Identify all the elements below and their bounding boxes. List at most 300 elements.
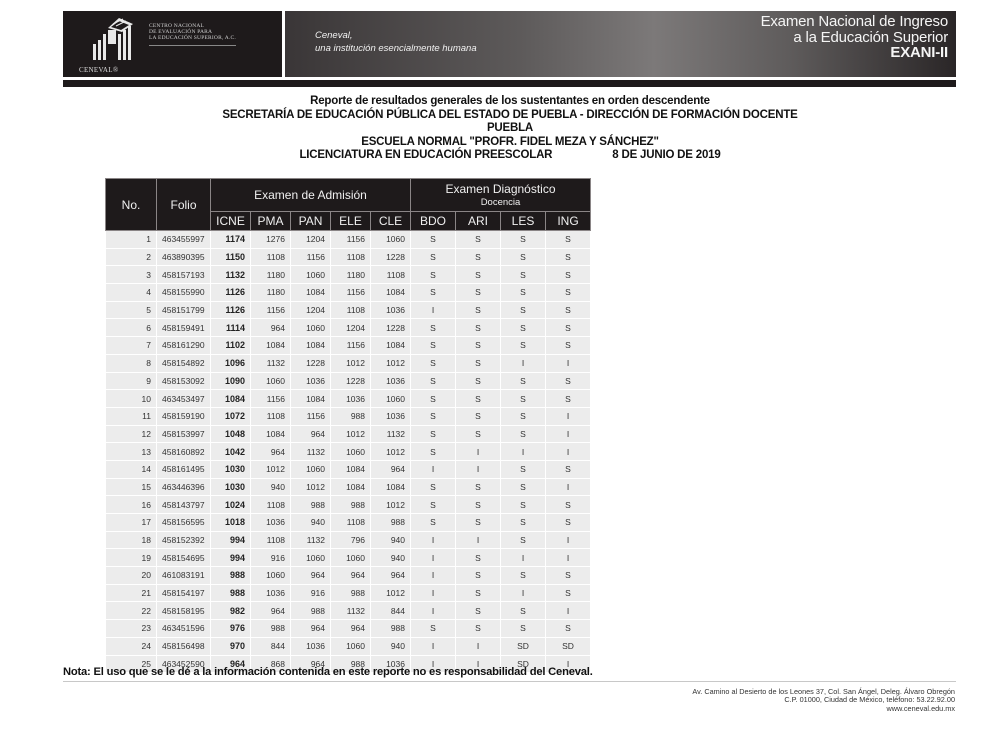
bdo-cell: S	[411, 620, 456, 638]
table-row	[106, 337, 591, 355]
ceneval-logo-icon	[89, 16, 137, 64]
pan-cell: 988	[291, 496, 331, 514]
table-row	[106, 602, 591, 620]
les-cell: S	[501, 266, 546, 284]
icne-cell: 1090	[211, 372, 251, 390]
pan-cell: 964	[291, 567, 331, 585]
report-title: Reporte de resultados generales de los sustentantes en orden descendente	[310, 95, 710, 107]
row-number: 21	[106, 584, 157, 602]
table-row	[106, 407, 591, 425]
cle-cell: 940	[371, 549, 411, 567]
header-banner	[285, 11, 956, 77]
cle-cell: 940	[371, 637, 411, 655]
folio-cell: 458152392	[157, 531, 211, 549]
les-cell: S	[501, 301, 546, 319]
ing-cell: I	[546, 425, 591, 443]
les-cell: I	[501, 584, 546, 602]
exam-title-line: a la Educación Superior	[793, 28, 948, 46]
ari-cell: S	[456, 231, 501, 249]
ele-cell: 1156	[331, 231, 371, 249]
les-cell: S	[501, 567, 546, 585]
row-number: 15	[106, 478, 157, 496]
folio-cell: 458154695	[157, 549, 211, 567]
bdo-cell: I	[411, 655, 456, 673]
icne-cell: 1030	[211, 460, 251, 478]
folio-cell: 461083191	[157, 567, 211, 585]
ele-cell: 1060	[331, 637, 371, 655]
row-number: 8	[106, 354, 157, 372]
row-number: 20	[106, 567, 157, 585]
bdo-cell: S	[411, 319, 456, 337]
bdo-cell: I	[411, 549, 456, 567]
cle-cell: 1228	[371, 319, 411, 337]
program-title: LICENCIATURA EN EDUCACIÓN PREESCOLAR	[299, 149, 553, 162]
pan-cell: 964	[291, 425, 331, 443]
pma-cell: 1084	[251, 425, 291, 443]
pan-cell: 1156	[291, 248, 331, 266]
icne-cell: 976	[211, 620, 251, 638]
table-row	[106, 514, 591, 532]
ceneval-logo-block	[63, 11, 282, 77]
les-cell: S	[501, 425, 546, 443]
bdo-cell: I	[411, 460, 456, 478]
address-line: C.P. 01000, Ciudad de México, teléfono: 53.22.92.00	[784, 695, 955, 705]
ing-cell: S	[546, 460, 591, 478]
folio-cell: 458154892	[157, 354, 211, 372]
icne-cell: 1024	[211, 496, 251, 514]
pan-cell: 916	[291, 584, 331, 602]
ing-cell: I	[546, 602, 591, 620]
table-row	[106, 248, 591, 266]
pma-cell: 1108	[251, 496, 291, 514]
row-number: 10	[106, 390, 157, 408]
folio-cell: 458156498	[157, 637, 211, 655]
ele-cell: 1108	[331, 248, 371, 266]
cle-cell: 1060	[371, 231, 411, 249]
pma-cell: 940	[251, 478, 291, 496]
folio-cell: 458154197	[157, 584, 211, 602]
bdo-cell: I	[411, 567, 456, 585]
table-row	[106, 443, 591, 461]
ing-cell: S	[546, 514, 591, 532]
row-number: 1	[106, 231, 157, 249]
ari-cell: I	[456, 637, 501, 655]
icne-cell: 994	[211, 531, 251, 549]
ari-cell: I	[456, 531, 501, 549]
folio-cell: 463451596	[157, 620, 211, 638]
ele-cell: 1084	[331, 460, 371, 478]
diagnostico-title: Examen Diagnóstico	[445, 182, 556, 196]
pan-cell: 1060	[291, 266, 331, 284]
pma-cell: 964	[251, 319, 291, 337]
pan-cell: 964	[291, 620, 331, 638]
cle-cell: 1012	[371, 443, 411, 461]
folio-cell: 463446396	[157, 478, 211, 496]
les-cell: S	[501, 602, 546, 620]
ele-cell: 1156	[331, 337, 371, 355]
les-cell: S	[501, 620, 546, 638]
ele-cell: 988	[331, 407, 371, 425]
header-cle: CLE	[371, 212, 411, 231]
header-bdo: BDO	[411, 212, 456, 231]
row-number: 17	[106, 514, 157, 532]
header-divider-bar	[63, 80, 956, 87]
ing-cell: I	[546, 354, 591, 372]
exam-code: EXANI-II	[890, 44, 948, 61]
pan-cell: 1060	[291, 319, 331, 337]
les-cell: S	[501, 284, 546, 302]
icne-cell: 1030	[211, 478, 251, 496]
table-row	[106, 231, 591, 249]
ari-cell: S	[456, 284, 501, 302]
ari-cell: S	[456, 390, 501, 408]
icne-cell: 988	[211, 567, 251, 585]
table-row	[106, 531, 591, 549]
les-cell: S	[501, 407, 546, 425]
bdo-cell: I	[411, 637, 456, 655]
folio-cell: 463890395	[157, 248, 211, 266]
les-cell: S	[501, 231, 546, 249]
cle-cell: 1012	[371, 496, 411, 514]
icne-cell: 970	[211, 637, 251, 655]
pma-cell: 916	[251, 549, 291, 567]
cle-cell: 1084	[371, 337, 411, 355]
row-number: 25	[106, 655, 157, 673]
row-number: 2	[106, 248, 157, 266]
icne-cell: 964	[211, 655, 251, 673]
folio-cell: 458153092	[157, 372, 211, 390]
les-cell: S	[501, 319, 546, 337]
ele-cell: 1132	[331, 602, 371, 620]
pan-cell: 1204	[291, 231, 331, 249]
les-cell: SD	[501, 655, 546, 673]
diagnostico-subtitle: Docencia	[480, 197, 521, 208]
icne-cell: 1174	[211, 231, 251, 249]
table-row	[106, 478, 591, 496]
bdo-cell: S	[411, 496, 456, 514]
cle-cell: 1132	[371, 425, 411, 443]
pma-cell: 964	[251, 602, 291, 620]
cle-cell: 1108	[371, 266, 411, 284]
ari-cell: S	[456, 407, 501, 425]
folio-cell: 458143797	[157, 496, 211, 514]
bdo-cell: I	[411, 531, 456, 549]
bdo-cell: S	[411, 248, 456, 266]
table-row	[106, 284, 591, 302]
header-ari: ARI	[456, 212, 501, 231]
results-body	[106, 231, 591, 673]
pan-cell: 1204	[291, 301, 331, 319]
les-cell: I	[501, 354, 546, 372]
ele-cell: 988	[331, 496, 371, 514]
folio-cell: 458161495	[157, 460, 211, 478]
ing-cell: S	[546, 319, 591, 337]
pma-cell: 1180	[251, 284, 291, 302]
folio-cell: 463453497	[157, 390, 211, 408]
header-folio: Folio	[157, 179, 211, 231]
folio-cell: 458153997	[157, 425, 211, 443]
cle-cell: 1228	[371, 248, 411, 266]
ari-cell: S	[456, 425, 501, 443]
bdo-cell: I	[411, 584, 456, 602]
row-number: 11	[106, 407, 157, 425]
ing-cell: S	[546, 301, 591, 319]
ing-cell: SD	[546, 637, 591, 655]
pan-cell: 1012	[291, 478, 331, 496]
logo-wordmark: CENEVAL®	[79, 66, 119, 74]
bdo-cell: S	[411, 390, 456, 408]
ing-cell: S	[546, 620, 591, 638]
pma-cell: 1108	[251, 248, 291, 266]
website-link[interactable]: www.ceneval.edu.mx	[886, 703, 955, 713]
ele-cell: 1084	[331, 478, 371, 496]
icne-cell: 1126	[211, 284, 251, 302]
bdo-cell: S	[411, 337, 456, 355]
ari-cell: S	[456, 372, 501, 390]
ing-cell: S	[546, 337, 591, 355]
icne-cell: 1102	[211, 337, 251, 355]
cle-cell: 1036	[371, 372, 411, 390]
pan-cell: 1228	[291, 354, 331, 372]
bdo-cell: S	[411, 266, 456, 284]
bdo-cell: S	[411, 407, 456, 425]
icne-cell: 1150	[211, 248, 251, 266]
pan-cell: 1084	[291, 337, 331, 355]
tagline-line: Ceneval,	[315, 30, 353, 41]
ele-cell: 1180	[331, 266, 371, 284]
icne-cell: 1072	[211, 407, 251, 425]
org-name-line: CENTRO NACIONAL	[149, 23, 205, 29]
ing-cell: I	[546, 443, 591, 461]
cle-cell: 1036	[371, 407, 411, 425]
pma-cell: 844	[251, 637, 291, 655]
row-number: 9	[106, 372, 157, 390]
les-cell: S	[501, 478, 546, 496]
row-number: 19	[106, 549, 157, 567]
row-number: 22	[106, 602, 157, 620]
les-cell: S	[501, 496, 546, 514]
row-number: 16	[106, 496, 157, 514]
cle-cell: 1012	[371, 584, 411, 602]
folio-cell: 458155990	[157, 284, 211, 302]
bdo-cell: I	[411, 301, 456, 319]
institution-title: SECRETARÍA DE EDUCACIÓN PÚBLICA DEL ESTADO DE PUEBLA - DIRECCIÓN DE FORMACIÓN DOCENTE	[222, 108, 798, 121]
pma-cell: 964	[251, 443, 291, 461]
table-row	[106, 319, 591, 337]
cle-cell: 1084	[371, 478, 411, 496]
pma-cell: 1012	[251, 460, 291, 478]
ing-cell: S	[546, 231, 591, 249]
ele-cell: 1204	[331, 319, 371, 337]
pan-cell: 1156	[291, 407, 331, 425]
pma-cell: 1276	[251, 231, 291, 249]
ari-cell: S	[456, 496, 501, 514]
exam-title-line: Examen Nacional de Ingreso	[760, 13, 948, 30]
pan-cell: 1084	[291, 390, 331, 408]
folio-cell: 463452590	[157, 655, 211, 673]
icne-cell: 994	[211, 549, 251, 567]
pma-cell: 868	[251, 655, 291, 673]
les-cell: S	[501, 531, 546, 549]
table-row	[106, 372, 591, 390]
table-row	[106, 301, 591, 319]
pan-cell: 1132	[291, 443, 331, 461]
school-title: ESCUELA NORMAL "PROFR. FIDEL MEZA Y SÁNCHEZ"	[361, 135, 659, 148]
les-cell: S	[501, 248, 546, 266]
footer-divider	[63, 681, 956, 682]
cle-cell: 1012	[371, 354, 411, 372]
pan-cell: 964	[291, 655, 331, 673]
bdo-cell: S	[411, 425, 456, 443]
ele-cell: 964	[331, 620, 371, 638]
folio-cell: 458158195	[157, 602, 211, 620]
folio-cell: 458161290	[157, 337, 211, 355]
icne-cell: 1048	[211, 425, 251, 443]
ele-cell: 1108	[331, 514, 371, 532]
table-row	[106, 266, 591, 284]
cle-cell: 964	[371, 567, 411, 585]
ele-cell: 1060	[331, 443, 371, 461]
table-row	[106, 390, 591, 408]
header-pan: PAN	[291, 212, 331, 231]
ari-cell: S	[456, 620, 501, 638]
program-date-line	[0, 149, 1000, 163]
org-name	[149, 23, 236, 46]
row-number: 14	[106, 460, 157, 478]
pan-cell: 1036	[291, 372, 331, 390]
ing-cell: S	[546, 496, 591, 514]
folio-cell: 458157193	[157, 266, 211, 284]
header-pma: PMA	[251, 212, 291, 231]
header-ele: ELE	[331, 212, 371, 231]
pan-cell: 1060	[291, 549, 331, 567]
pan-cell: 1084	[291, 284, 331, 302]
les-cell: S	[501, 372, 546, 390]
exam-title	[761, 14, 948, 61]
cle-cell: 988	[371, 514, 411, 532]
pma-cell: 1036	[251, 514, 291, 532]
disclaimer-note: Nota: El uso que se le dé a la información contenida en este reporte no es responsabilidad del Ceneval.	[63, 666, 593, 678]
bdo-cell: S	[411, 284, 456, 302]
icne-cell: 1042	[211, 443, 251, 461]
icne-cell: 1126	[211, 301, 251, 319]
pma-cell: 1180	[251, 266, 291, 284]
ele-cell: 1108	[331, 301, 371, 319]
folio-cell: 458159491	[157, 319, 211, 337]
report-titles	[0, 95, 1000, 163]
tagline	[315, 29, 477, 55]
results-table	[105, 178, 591, 673]
les-cell: SD	[501, 637, 546, 655]
pan-cell: 1060	[291, 460, 331, 478]
bdo-cell: S	[411, 514, 456, 532]
ari-cell: S	[456, 514, 501, 532]
folio-cell: 458151799	[157, 301, 211, 319]
ari-cell: S	[456, 354, 501, 372]
table-row	[106, 567, 591, 585]
les-cell: S	[501, 460, 546, 478]
pma-cell: 1060	[251, 567, 291, 585]
row-number: 4	[106, 284, 157, 302]
header-ing: ING	[546, 212, 591, 231]
folio-cell: 458159190	[157, 407, 211, 425]
ing-cell: S	[546, 284, 591, 302]
bdo-cell: I	[411, 602, 456, 620]
ele-cell: 1012	[331, 425, 371, 443]
cle-cell: 988	[371, 620, 411, 638]
pma-cell: 1060	[251, 372, 291, 390]
ari-cell: S	[456, 248, 501, 266]
state-title: PUEBLA	[486, 122, 534, 135]
ele-cell: 988	[331, 584, 371, 602]
ele-cell: 988	[331, 655, 371, 673]
ing-cell: S	[546, 248, 591, 266]
cle-cell: 940	[371, 531, 411, 549]
cle-cell: 1060	[371, 390, 411, 408]
ing-cell: S	[546, 567, 591, 585]
ing-cell: S	[546, 390, 591, 408]
row-number: 7	[106, 337, 157, 355]
table-row	[106, 620, 591, 638]
row-number: 3	[106, 266, 157, 284]
pan-cell: 988	[291, 602, 331, 620]
bdo-cell: S	[411, 372, 456, 390]
ing-cell: I	[546, 549, 591, 567]
org-name-line: LA EDUCACIÓN SUPERIOR, A.C.	[149, 35, 236, 42]
header-icne: ICNE	[211, 212, 251, 231]
ing-cell: I	[546, 655, 591, 673]
table-row	[106, 496, 591, 514]
ing-cell: I	[546, 531, 591, 549]
ari-cell: S	[456, 319, 501, 337]
address-block	[692, 688, 955, 713]
ele-cell: 1156	[331, 284, 371, 302]
ele-cell: 1012	[331, 354, 371, 372]
ari-cell: S	[456, 549, 501, 567]
icne-cell: 982	[211, 602, 251, 620]
pma-cell: 1132	[251, 354, 291, 372]
row-number: 18	[106, 531, 157, 549]
bdo-cell: S	[411, 354, 456, 372]
row-number: 6	[106, 319, 157, 337]
cle-cell: 1036	[371, 655, 411, 673]
ari-cell: S	[456, 478, 501, 496]
icne-cell: 1132	[211, 266, 251, 284]
ari-cell: S	[456, 602, 501, 620]
ari-cell: I	[456, 460, 501, 478]
icne-cell: 1096	[211, 354, 251, 372]
table-row	[106, 637, 591, 655]
pma-cell: 1036	[251, 584, 291, 602]
ari-cell: S	[456, 337, 501, 355]
pma-cell: 1108	[251, 407, 291, 425]
cle-cell: 964	[371, 460, 411, 478]
ele-cell: 1060	[331, 549, 371, 567]
les-cell: I	[501, 549, 546, 567]
folio-cell: 458160892	[157, 443, 211, 461]
row-number: 24	[106, 637, 157, 655]
header-diagnostico-group	[411, 179, 591, 212]
pma-cell: 1156	[251, 390, 291, 408]
pma-cell: 1108	[251, 531, 291, 549]
table-row	[106, 460, 591, 478]
folio-cell: 458156595	[157, 514, 211, 532]
ari-cell: I	[456, 443, 501, 461]
folio-cell: 463455997	[157, 231, 211, 249]
ari-cell: I	[456, 655, 501, 673]
pan-cell: 1036	[291, 637, 331, 655]
les-cell: S	[501, 390, 546, 408]
